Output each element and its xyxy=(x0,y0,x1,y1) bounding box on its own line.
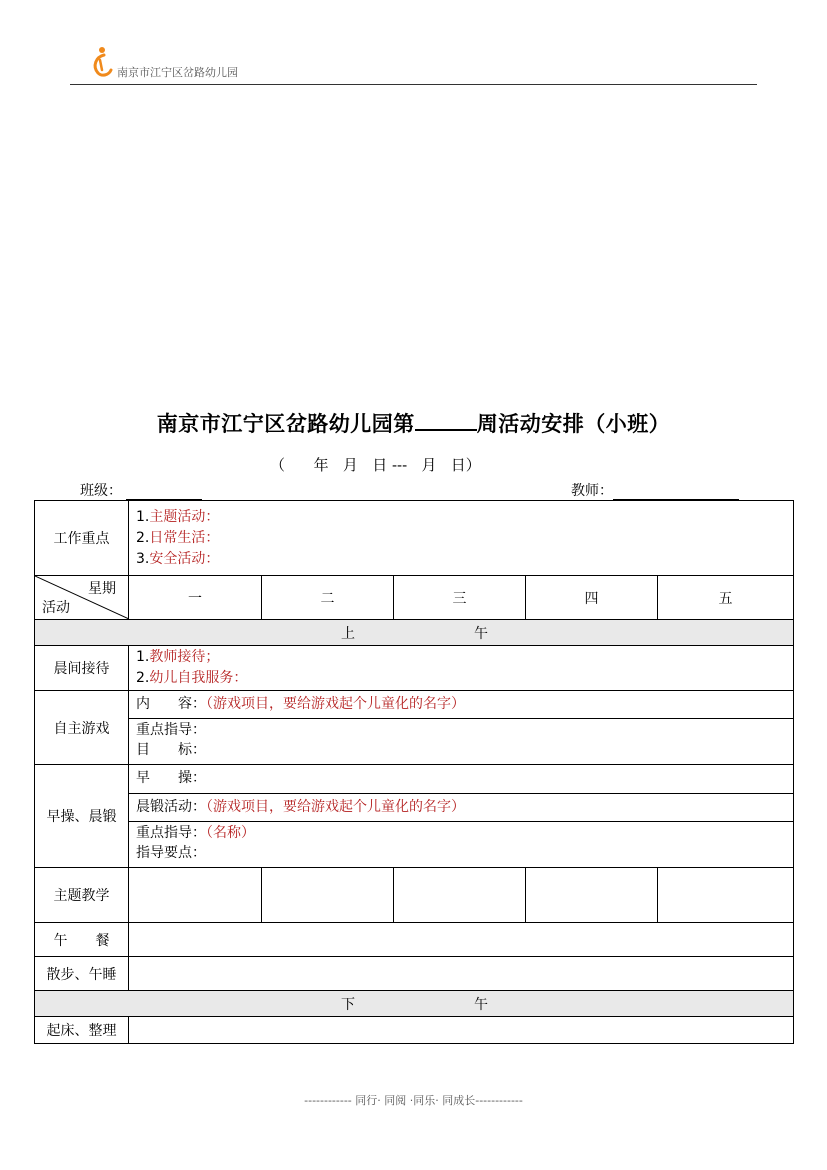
wake-tidy-row xyxy=(35,1017,794,1044)
band-morning-right: 午 xyxy=(474,626,488,642)
walk-nap-label: 散步、午睡 xyxy=(35,957,129,991)
theme-cell-thu[interactable] xyxy=(526,868,658,923)
page-header xyxy=(70,44,757,85)
afternoon-band-row xyxy=(35,991,794,1017)
exercise-row xyxy=(35,765,794,868)
theme-teaching-row xyxy=(35,868,794,923)
exercise-label: 早操、晨锻 xyxy=(35,765,129,868)
exercise-content[interactable] xyxy=(129,765,794,868)
reception-item-self-service: 2.幼儿自我服务： xyxy=(136,670,248,686)
focus-item-daily: 2.日常生活： xyxy=(136,529,220,546)
free-play-content-line: 内 容：（游戏项目，要给游戏起个儿童化的名字） xyxy=(129,691,793,719)
free-play-goal-label: 目 标： xyxy=(136,742,206,758)
reception-content[interactable] xyxy=(129,646,794,691)
day-mon: 一 xyxy=(129,576,262,620)
lunch-label: 午 餐 xyxy=(35,923,129,957)
day-wed: 三 xyxy=(394,576,526,620)
title-suffix: 周活动安排（小班） xyxy=(476,411,671,436)
exercise-points-label: 指导要点： xyxy=(136,845,206,861)
weekday-header-row xyxy=(35,576,794,620)
morning-training-line: 晨锻活动：（游戏项目，要给游戏起个儿童化的名字） xyxy=(129,794,793,822)
document-title xyxy=(0,408,827,438)
class-field xyxy=(80,480,202,500)
morning-exercise-line: 早 操： xyxy=(129,765,793,794)
reception-row xyxy=(35,646,794,691)
focus-item-safety: 3.安全活动： xyxy=(136,550,220,567)
morning-band-row xyxy=(35,620,794,646)
date-range: （ 年 月 日 --- 月 日） xyxy=(270,456,481,474)
band-morning-left: 上 xyxy=(341,626,355,642)
weekday-corner-label: 星期 xyxy=(88,581,116,597)
theme-cell-tue[interactable] xyxy=(262,868,394,923)
lunch-row xyxy=(35,923,794,957)
reception-label: 晨间接待 xyxy=(35,646,129,691)
work-focus-content[interactable] xyxy=(129,501,794,576)
activity-corner-label: 活动 xyxy=(42,600,70,616)
work-focus-label: 工作重点 xyxy=(35,501,129,576)
focus-item-theme: 1.主题活动： xyxy=(136,508,220,525)
theme-cell-fri[interactable] xyxy=(658,868,794,923)
band-afternoon-left: 下 xyxy=(341,997,355,1013)
teacher-field xyxy=(571,480,739,500)
day-tue: 二 xyxy=(262,576,394,620)
reception-item-teacher: 1.教师接待； xyxy=(136,649,220,665)
afternoon-band xyxy=(35,991,794,1017)
walk-nap-content[interactable] xyxy=(129,957,794,991)
theme-teaching-label: 主题教学 xyxy=(35,868,129,923)
title-prefix: 南京市江宁区岔路幼儿园第 xyxy=(156,411,415,436)
org-name: 南京市江宁区岔路幼儿园 xyxy=(117,66,238,79)
weekly-schedule-table xyxy=(34,500,794,1044)
band-afternoon-right: 午 xyxy=(474,997,488,1013)
theme-cell-wed[interactable] xyxy=(394,868,526,923)
work-focus-row xyxy=(35,501,794,576)
walk-nap-row xyxy=(35,957,794,991)
page-footer: ------------ 同行· 同阅 ·同乐· 同成长------------ xyxy=(304,1094,523,1107)
wake-tidy-label: 起床、整理 xyxy=(35,1017,129,1044)
class-blank[interactable] xyxy=(126,483,202,500)
lunch-content[interactable] xyxy=(129,923,794,957)
free-play-row xyxy=(35,691,794,765)
exercise-guide-block xyxy=(129,822,793,867)
free-play-label: 自主游戏 xyxy=(35,691,129,765)
day-fri: 五 xyxy=(658,576,794,620)
corner-cell xyxy=(35,576,129,620)
teacher-blank[interactable] xyxy=(613,483,739,500)
free-play-guide-goal xyxy=(129,719,793,764)
free-play-content[interactable] xyxy=(129,691,794,765)
exercise-guide-line: 重点指导：（名称） xyxy=(136,825,255,841)
wake-tidy-content[interactable] xyxy=(129,1017,794,1044)
theme-cell-mon[interactable] xyxy=(129,868,262,923)
free-play-guide-label: 重点指导： xyxy=(136,722,206,738)
kindergarten-logo-icon xyxy=(90,46,114,78)
morning-band xyxy=(35,620,794,646)
day-thu: 四 xyxy=(526,576,658,620)
teacher-label: 教师： xyxy=(571,483,613,499)
week-number-blank[interactable] xyxy=(415,409,477,431)
class-label: 班级： xyxy=(80,483,122,499)
